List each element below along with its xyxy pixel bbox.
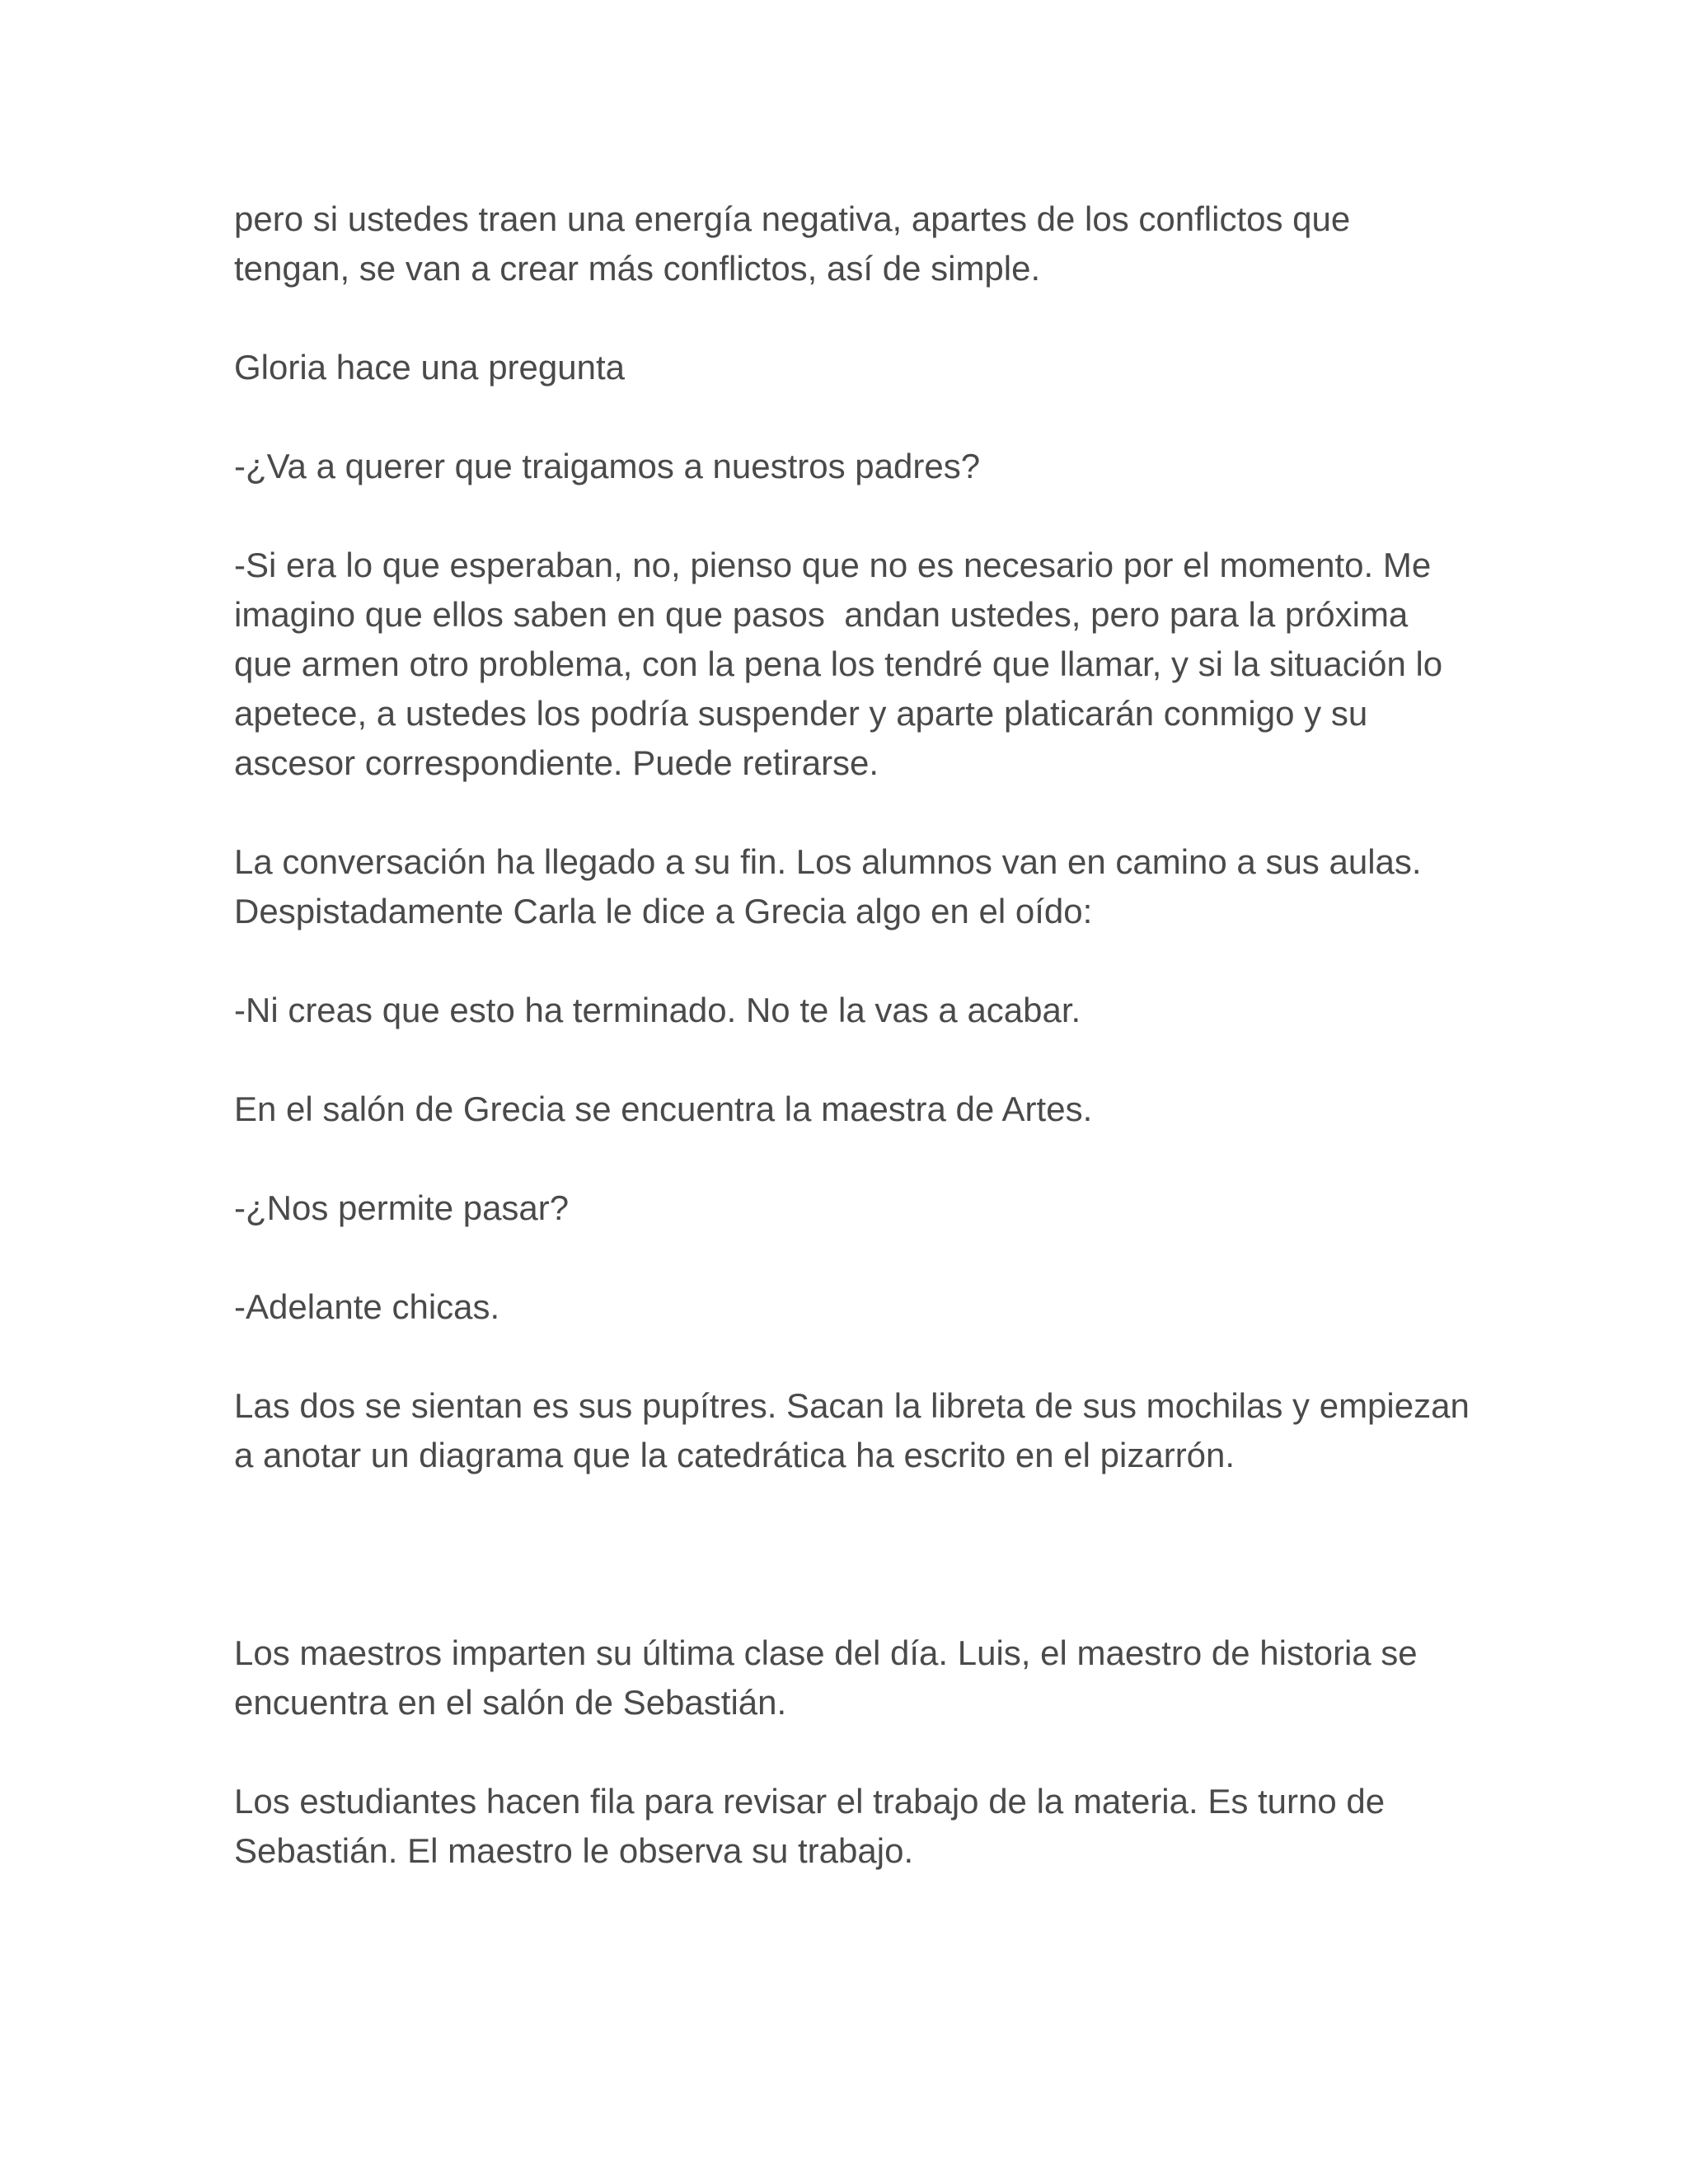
section-break: [234, 1530, 1470, 1629]
paragraph-10: Las dos se sientan es sus pupítres. Sacan la libreta de sus mochilas y empiezan a anotar un diagrama que la catedrática ha escrito en el pizarrón.: [234, 1386, 1479, 1474]
paragraph-2: Gloria hace una pregunta: [234, 348, 625, 387]
paragraph-4: -Si era lo que esperaban, no, pienso que no es necesario por el momento. Me imagino que ellos saben en que pasos andan ustedes, pero para la próxima que armen otro problema, con la pena los tendré que llamar, y si la situación lo apetece, a ustedes los podría suspender y aparte platicarán conmigo y su ascesor correspondiente. Puede retirarse.: [234, 546, 1452, 782]
paragraph-3: -¿Va a querer que traigamos a nuestros padres?: [234, 447, 981, 485]
paragraph-9: -Adelante chicas.: [234, 1287, 500, 1326]
paragraph-11: Los maestros imparten su última clase del día. Luis, el maestro de historia se encuentra en el salón de Sebastián.: [234, 1633, 1428, 1722]
paragraph-6: -Ni creas que esto ha terminado. No te la vas a acabar.: [234, 991, 1081, 1029]
paragraph-1: pero si ustedes traen una energía negativa, apartes de los conflictos que tengan, se van a crear más conflictos, así de simple.: [234, 199, 1360, 288]
paragraph-12: Los estudiantes hacen fila para revisar el trabajo de la materia. Es turno de Sebastián. El maestro le observa su trabajo.: [234, 1782, 1395, 1870]
paragraph-5: La conversación ha llegado a su fin. Los alumnos van en camino a sus aulas. Despistadamente Carla le dice a Grecia algo en el oído:: [234, 842, 1432, 930]
document-body: [234, 194, 1479, 1876]
paragraph-7: En el salón de Grecia se encuentra la maestra de Artes.: [234, 1090, 1093, 1128]
paragraph-8: -¿Nos permite pasar?: [234, 1188, 570, 1227]
